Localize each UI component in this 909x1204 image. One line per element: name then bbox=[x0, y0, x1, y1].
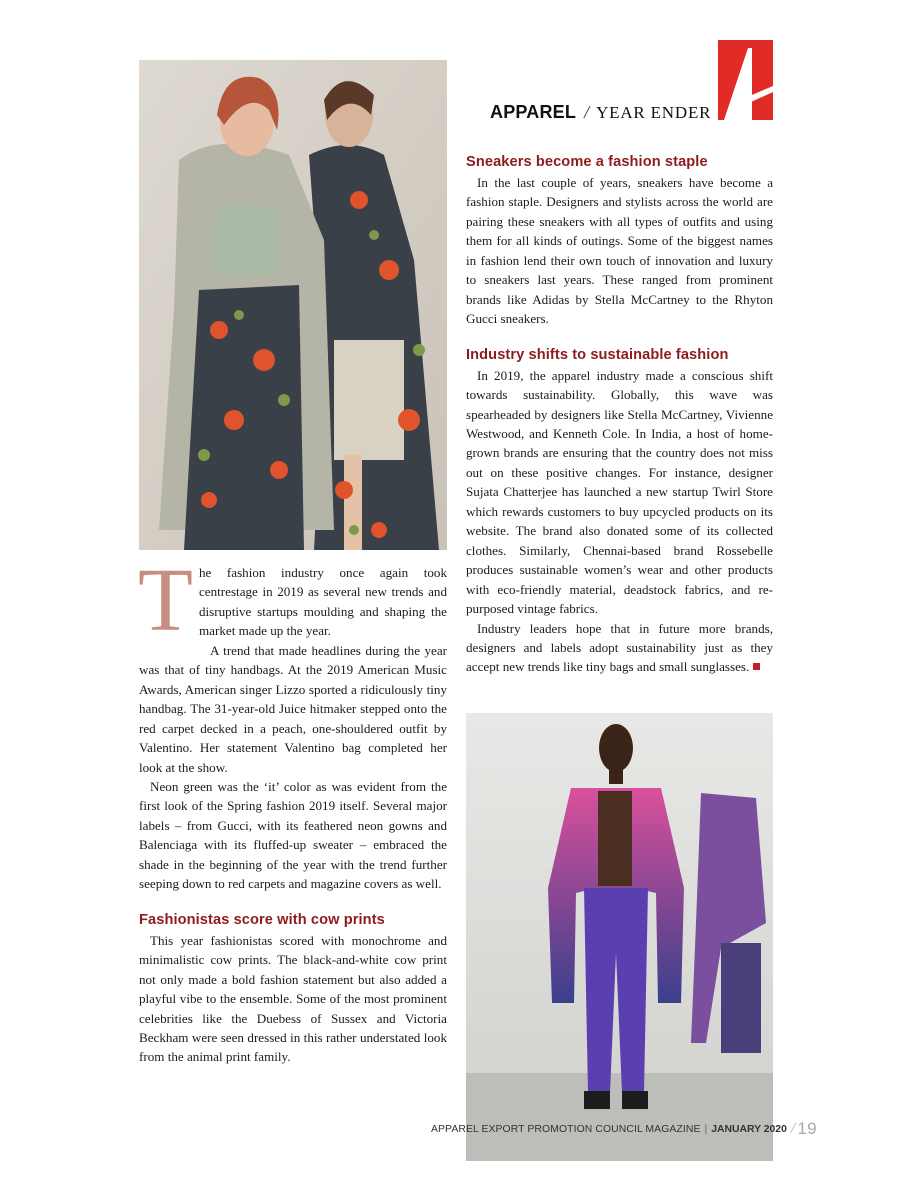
paragraph-closing bbox=[466, 619, 773, 677]
apparel-logo-icon bbox=[718, 40, 773, 120]
models-tropical-print-photo bbox=[139, 60, 447, 550]
section-header bbox=[490, 102, 712, 124]
closing-text: Industry leaders hope that in future more brands, designers and labels adopt sustainability just as they accept new trends like tiny bags and small sunglasses. bbox=[466, 620, 773, 675]
footer-date: JANUARY 2020 bbox=[711, 1123, 787, 1135]
header-subsection: YEAR ENDER bbox=[596, 103, 712, 122]
end-mark-icon bbox=[753, 663, 760, 670]
dropcap: T bbox=[138, 551, 193, 650]
page-footer bbox=[431, 1119, 817, 1139]
intro-text: he fashion industry once again took centrestage in 2019 as several new trends and disruptive startups moulding and shaping the market made up the year. bbox=[198, 565, 447, 639]
header-section: APPAREL bbox=[490, 102, 577, 122]
page-number: 19 bbox=[797, 1119, 817, 1138]
paragraph-cow-prints: This year fashionistas scored with monochrome and minimalistic cow prints. The black-and-white cow print not only made a bold fashion statement but also added a playful vibe to the ensemble. Some of the most prominent celebrities like the Duebess of Sussex and Victoria Beckham were seen dressed in this rather understated look from the animal print family. bbox=[139, 932, 447, 1065]
runway-model-photo bbox=[466, 713, 773, 1161]
intro-paragraph bbox=[138, 551, 447, 650]
paragraph-sustainable: In 2019, the apparel industry made a conscious shift towards sustainability. Globally, this wave was spearheaded by designers like Stella McCartney, Vivienne Westwood, and Kenneth Cole. In India, a host of home-grown brands are ensuring that the country does not miss out on these positive changes. For instance, designer Sujata Chatterjee has launched a new startup Twirl Store which rewards customers to buy upcycled products on its website. The brand also donated some of its collected clothes. Similarly, Chennai-based brand Rossebelle produces sustainable women’s wear and other products with eco-friendly material, deadstock fabrics, and re-purposed vintage fabrics. bbox=[466, 367, 773, 617]
right-column bbox=[466, 153, 773, 677]
footer-slash: / bbox=[790, 1120, 796, 1137]
left-column bbox=[138, 551, 447, 1067]
paragraph-neon-green: Neon green was the ‘it’ color as was evident from the first look of the Spring fashion 2019 itself. Several major labels – from Gucci, with its feathered neon gowns and Balenciaga with its fluffed-up sweater – embraced the shade in the beginning of the year with the trend further seeping down to red carpets and magazine covers as well. bbox=[139, 778, 447, 892]
heading-sustainable: Industry shifts to sustainable fashion bbox=[466, 346, 729, 363]
footer-divider: | bbox=[704, 1123, 708, 1135]
footer-publication: APPAREL EXPORT PROMOTION COUNCIL MAGAZINE bbox=[431, 1123, 701, 1135]
header-separator: / bbox=[584, 102, 590, 122]
paragraph-tiny-handbags: A trend that made headlines during the year was that of tiny handbags. At the 2019 American Music Awards, American singer Lizzo sported a ridiculously tiny handbag. The 31-year-old Juice hitmaker stepped onto the red carpet decked in a peach, one-shouldered outfit by Valentino. Her statement Valentino bag completed her look at the show. bbox=[139, 642, 447, 775]
heading-sneakers: Sneakers become a fashion staple bbox=[466, 154, 708, 170]
heading-cow-prints: Fashionistas score with cow prints bbox=[139, 911, 385, 928]
paragraph-sneakers: In the last couple of years, sneakers have become a fashion staple. Designers and stylists across the world are pairing these sneakers with all types of outfits and using them for all kinds of outings. Some of the biggest names in fashion lend their own touch of innovation and luxury to sneakers last years. These ranged from prominent brands like Adidas by Stella McCartney to the Rhyton Gucci sneakers. bbox=[466, 175, 773, 327]
